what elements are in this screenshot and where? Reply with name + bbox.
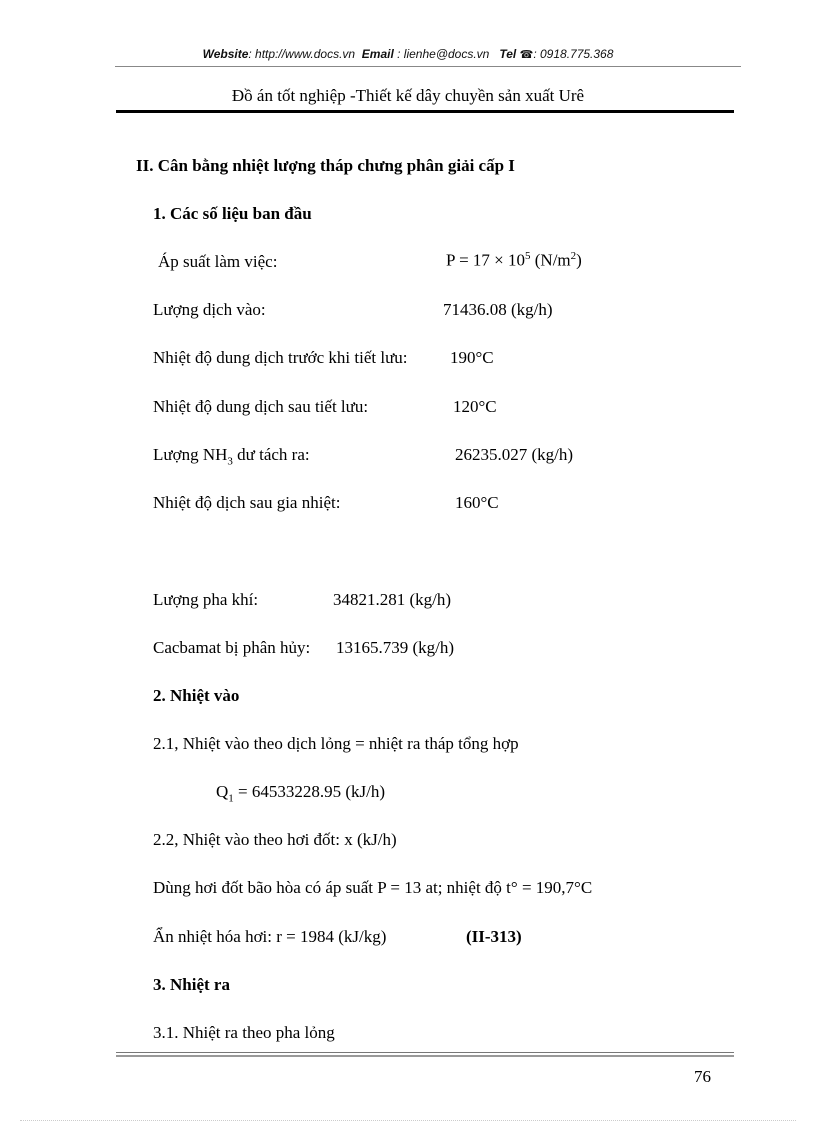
nh3-label: Lượng $NH_3$ dư tách ra:: [153, 445, 310, 468]
doc-title: Đồ án tốt nghiệp -Thiết kế dây chuyền sản xuất Urê: [231, 86, 585, 105]
q1-equation: $Q_1 = 64533228.95$ (kJ/h): [216, 782, 386, 805]
steam-conditions: Dùng hơi đốt bão hòa có áp suất P = 13 at; nhiệt độ t° = 190,7°C: [153, 878, 593, 897]
heat-out-liquid: 3.1. Nhiệt ra theo pha lỏng: [153, 1023, 335, 1042]
temp-heat-value: 160°C: [455, 493, 499, 512]
nh3-value: 26235.027 (kg/h): [455, 445, 574, 464]
sub-heading-heat-out: 3. Nhiệt ra: [153, 975, 230, 994]
phone-icon: ☎: [519, 49, 534, 61]
temp-before-label: Nhiệt độ dung dịch trước khi tiết lưu:: [153, 348, 408, 367]
website-link[interactable]: : http://www.docs.vn: [248, 47, 356, 61]
footer-rule: [116, 1052, 734, 1053]
tel-label: Tel: [499, 47, 517, 61]
heat-in-steam: 2.2, Nhiệt vào theo hơi đốt: x (kJ/h): [153, 830, 397, 849]
page-number: 76: [694, 1067, 711, 1086]
temp-after-value: 120°C: [453, 397, 497, 416]
carbamate-label: Cacbamat bị phân hủy:: [153, 638, 311, 657]
gas-label: Lượng pha khí:: [153, 590, 259, 609]
temp-before-value: 190°C: [450, 348, 494, 367]
inflow-value: 71436.08 (kg/h): [443, 300, 553, 319]
tel-value: : 0918.775.368: [533, 47, 614, 61]
pressure-label: Áp suất làm việc:: [158, 252, 278, 271]
sub-heading-heat-in: 2. Nhiệt vào: [153, 686, 240, 705]
header-divider: [115, 66, 741, 67]
sub-heading-initial-data: 1. Các số liệu ban đầu: [153, 204, 312, 223]
temp-heat-label: Nhiệt độ dịch sau gia nhiệt:: [153, 493, 341, 512]
latent-heat-reference: (II-313): [466, 927, 522, 946]
footer-rule-double: [116, 1055, 734, 1057]
email-link[interactable]: : lienhe@docs.vn: [397, 47, 490, 61]
header-contact: [0, 47, 816, 61]
page-edge: [20, 1120, 796, 1121]
temp-after-label: Nhiệt độ dung dịch sau tiết lưu:: [153, 397, 369, 416]
section-heading: II. Cân bằng nhiệt lượng tháp chưng phân giải cấp I: [136, 156, 515, 175]
title-rule: [116, 110, 734, 113]
email-label: Email: [361, 47, 394, 61]
heat-in-liquid: 2.1, Nhiệt vào theo dịch lỏng = nhiệt ra tháp tổng hợp: [153, 734, 519, 753]
inflow-label: Lượng dịch vào:: [153, 300, 266, 319]
latent-heat: Ẩn nhiệt hóa hơi: r = 1984 (kJ/kg): [153, 927, 387, 946]
website-label: Website: [202, 47, 249, 61]
carbamate-value: 13165.739 (kg/h): [336, 638, 455, 657]
gas-value: 34821.281 (kg/h): [333, 590, 452, 609]
pressure-value: $P = 17 \times 10^5$ $(N/m^2)$: [446, 250, 582, 270]
